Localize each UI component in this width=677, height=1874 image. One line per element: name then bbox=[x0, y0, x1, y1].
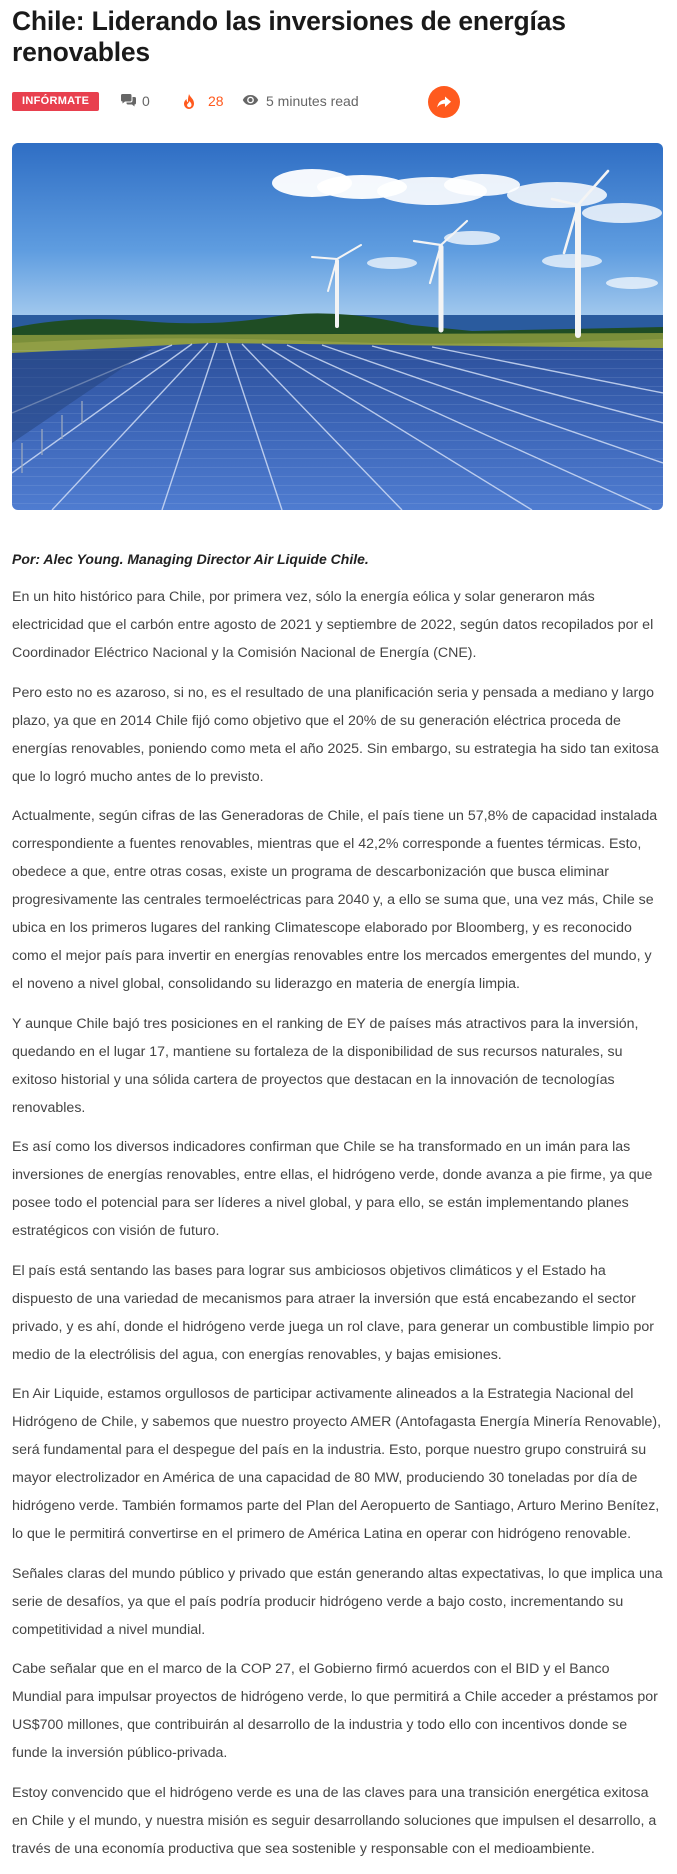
read-time bbox=[242, 89, 412, 113]
byline: Por: Alec Young. Managing Director Air Liquide Chile. bbox=[12, 551, 369, 567]
comments-count[interactable] bbox=[120, 89, 160, 113]
comments-count-value: 0 bbox=[142, 93, 150, 109]
post-meta bbox=[12, 86, 663, 116]
solar-and-wind-farm-image bbox=[12, 143, 663, 510]
eye-icon bbox=[242, 93, 259, 107]
page-title: Chile: Liderando las inversiones de energías renovables bbox=[12, 6, 566, 67]
article-body bbox=[12, 545, 663, 1874]
read-time-value: 5 minutes read bbox=[266, 93, 359, 109]
paragraph: Señales claras del mundo público y privado que están generando altas expectativas, lo que implica una serie de desafíos, ya que el país podría producir hidrógeno verde a bajo costo, incrementando su competitividad a nivel mundial. bbox=[12, 1565, 663, 1638]
category-badge[interactable]: INFÓRMATE bbox=[12, 92, 99, 111]
hot-count-value: 28 bbox=[208, 93, 224, 109]
paragraph: Estoy convencido que el hidrógeno verde es una de las claves para una transición energética exitosa en Chile y el mundo, y nuestra misión es seguir desarrollando soluciones que impulsen el desarrollo, a través de una economía productiva que sea sostenible y responsable con el medioambiente. bbox=[12, 1784, 657, 1857]
paragraph: En un hito histórico para Chile, por primera vez, sólo la energía eólica y solar generaron más electricidad que el carbón entre agosto de 2021 y septiembre de 2022, según datos recopilados por el Coordinador Eléctrico Nacional y la Comisión Nacional de Energía (CNE). bbox=[12, 589, 654, 661]
fire-icon bbox=[182, 93, 196, 110]
paragraph: El país está sentando las bases para lograr sus ambiciosos objetivos climáticos y el Estado ha dispuesto de una variedad de mecanismos para atraer la inversión que está encabezando el sector privado, y es ahí, donde el hidrógeno verde juega un rol clave, para generar un combustible limpio por medio de la electrólisis del agua, con energías renovables, y bajas emisiones. bbox=[12, 1262, 654, 1363]
share-button[interactable] bbox=[428, 86, 460, 118]
paragraph: Es así como los diversos indicadores confirman que Chile se ha transformado en un imán para las inversiones de energías renovables, entre ellas, el hidrógeno verde, donde avanza a pie firme, ya que posee todo el potencial para ser líderes a nivel global, y para ello, se están implementando planes estratégicos con visión de futuro. bbox=[12, 1139, 653, 1239]
paragraph: Actualmente, según cifras de las Generadoras de Chile, el país tiene un 57,8% de capacidad instalada correspondiente a fuentes renovables, mientras que el 42,2% corresponde a fuentes térmicas. Esto, obedece a que, entre otras cosas, existe un programa de descarbonización que busca eliminar progresivamente las centrales termoeléctricas para 2040 y, a ello se suma que, una vez más, Chile se ubica en los primeros lugares del ranking Climatescope elaborado por Bloomberg, y es reconocido como el mejor país para invertir en energías renovables entre los mercados emergentes del mundo, y el noveno a nivel global, consolidando su liderazgo en materia de energía limpia. bbox=[12, 808, 658, 992]
hot-count bbox=[182, 89, 232, 113]
share-icon bbox=[436, 94, 452, 110]
paragraph: En Air Liquide, estamos orgullosos de participar activamente alineados a la Estrategia Nacional del Hidrógeno de Chile, y sabemos que nuestro proyecto AMER (Antofagasta Energía Minería Renovable), será fundamental para el despegue del país en la industria. Esto, porque nuestro grupo construirá su mayor electrolizador en América de una capacidad de 80 MW, produciendo 30 toneladas por día de hidrógeno verde. También formamos parte del Plan del Aeropuerto de Santiago, Arturo Merino Benítez, lo que le permitirá convertirse en el primero de América Latina en operar con hidrógeno renovable. bbox=[12, 1386, 662, 1542]
paragraph: Y aunque Chile bajó tres posiciones en el ranking de EY de países más atractivos para la inversión, quedando en el lugar 17, mantiene su fortaleza de la disponibilidad de sus recursos naturales, su exitoso historial y una sólida cartera de proyectos que destacan en la innovación de tecnologías renovables. bbox=[12, 1015, 639, 1116]
paragraph: Pero esto no es azaroso, si no, es el resultado de una planificación seria y pensada a mediano y largo plazo, ya que en 2014 Chile fijó como objetivo que el 20% de su generación eléctrica proceda de energías renovables, poniendo como meta el año 2025. Sin embargo, su estrategia ha sido tan exitosa que lo logró mucho antes de lo previsto. bbox=[12, 684, 659, 785]
comments-icon bbox=[120, 93, 137, 108]
featured-image bbox=[12, 143, 663, 510]
paragraph: Cabe señalar que en el marco de la COP 27, el Gobierno firmó acuerdos con el BID y el Banco Mundial para impulsar proyectos de hidrógeno verde, lo que permitirá a Chile acceder a préstamos por US$700 millones, que contribuirán al desarrollo de la industria y todo ello con incentivos donde se funde la inversión público-privada. bbox=[12, 1661, 658, 1761]
